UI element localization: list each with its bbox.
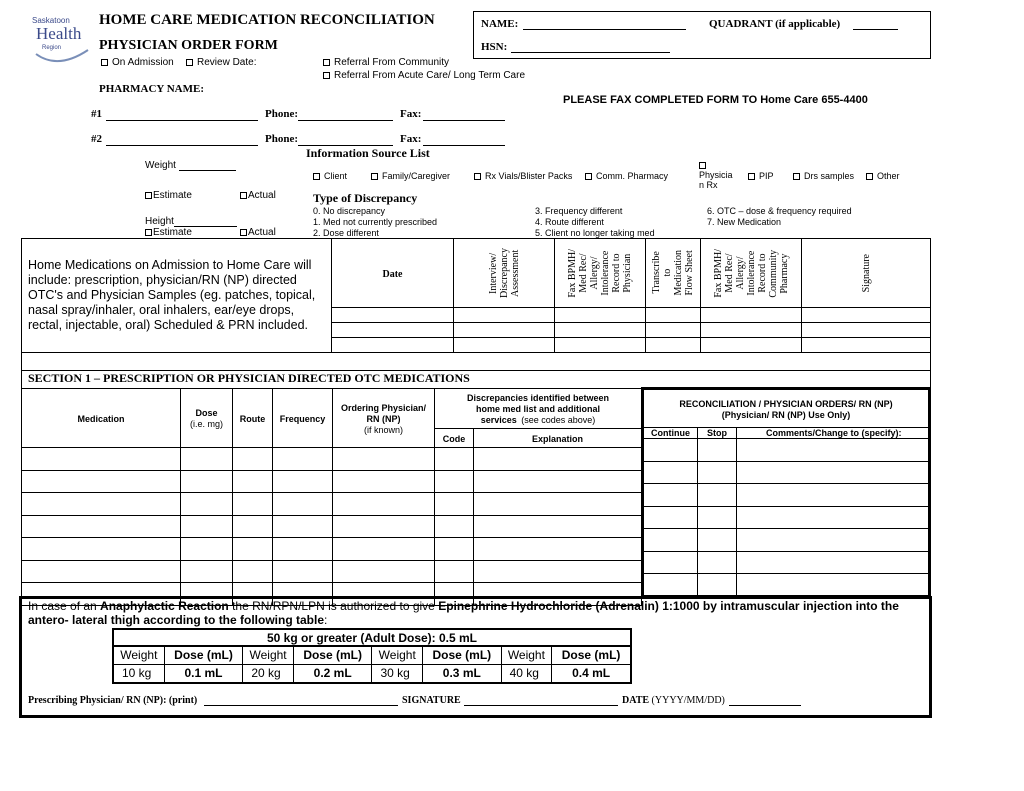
- info-source-title: Information Source List: [306, 146, 430, 160]
- anaphylaxis-text-2: Anaphylactic Reaction: [100, 599, 229, 613]
- frequency-header: [273, 389, 333, 448]
- medication-cell[interactable]: [233, 538, 273, 561]
- medication-cell[interactable]: [22, 515, 181, 538]
- transcribe-header: [646, 239, 701, 308]
- pharmacy-1-fax-label: Fax:: [400, 108, 422, 120]
- pharmacy-2-phone-label: Phone:: [265, 133, 298, 145]
- process-cell[interactable]: [332, 338, 454, 353]
- medication-cell[interactable]: [333, 470, 435, 493]
- medication-row: [22, 448, 642, 471]
- comments-header: Comments/Change to (specify):: [766, 428, 902, 438]
- checkbox-icon: [585, 173, 592, 180]
- ordering-sub-label: (if known): [363, 424, 403, 435]
- signature-header: [802, 239, 931, 308]
- checkbox-icon: [145, 192, 152, 199]
- reconciliation-row-line: [644, 528, 928, 529]
- discrepancy-title: Type of Discrepancy: [313, 191, 418, 205]
- hsn-label: HSN:: [481, 41, 508, 53]
- pharmacy-2-fax-field[interactable]: [423, 145, 505, 146]
- info-source-label: Rx Vials/Blister Packs: [485, 171, 573, 181]
- process-table: [21, 238, 931, 371]
- pharmacy-name-label: PHARMACY NAME:: [99, 83, 204, 95]
- dose-value: 0.1 mL: [164, 664, 243, 683]
- info-source-label: Client: [324, 171, 348, 181]
- weight-actual-checkbox[interactable]: [240, 190, 276, 201]
- medication-cell[interactable]: [233, 448, 273, 471]
- weight-header: Weight: [501, 646, 552, 664]
- info-source-label: Drs samples: [804, 171, 855, 181]
- info-source-family[interactable]: [371, 171, 450, 181]
- dose-header: Dose (mL): [164, 646, 243, 664]
- medication-cell[interactable]: [333, 538, 435, 561]
- pharmacy-2-field[interactable]: [106, 145, 258, 146]
- weight-estimate-label: Estimate: [153, 190, 192, 201]
- medication-cell[interactable]: [333, 560, 435, 583]
- process-cell[interactable]: [555, 308, 646, 323]
- ordering-header-label: Ordering Physician/ RN (NP): [340, 402, 427, 424]
- fax-bpmh-physician-label: Fax BPMH/ Med Rec/ Allergy/ Intolerance Record to Physician: [567, 248, 633, 298]
- medication-cell[interactable]: [233, 515, 273, 538]
- pharmacy-2-number: #2: [91, 133, 102, 145]
- weight-label: Weight: [145, 160, 176, 171]
- medication-row: [22, 493, 642, 516]
- dose-header: Dose (mL): [552, 646, 631, 664]
- process-cell[interactable]: [555, 323, 646, 338]
- pharmacy-1-phone-field[interactable]: [298, 120, 393, 121]
- medication-cell[interactable]: [22, 560, 181, 583]
- checkbox-icon: [101, 59, 108, 66]
- anaphylaxis-text-1: In case of an: [28, 599, 101, 613]
- reconciliation-row-line: [644, 483, 928, 484]
- transcribe-header-label: Transcribe to Medication Flow Sheet: [651, 250, 695, 296]
- checkbox-icon: [866, 173, 873, 180]
- medication-cell[interactable]: [435, 515, 474, 538]
- medication-cell[interactable]: [435, 493, 474, 516]
- logo: [28, 14, 94, 66]
- height-estimate-label: Estimate: [153, 227, 192, 238]
- discrepancy-header-label: Discrepancies identified between home med list and additional services: [466, 393, 610, 425]
- medication-cell[interactable]: [22, 470, 181, 493]
- weight-actual-label: Actual: [248, 190, 276, 201]
- adult-dose-label: 50 kg or greater (Adult Dose): 0.5 mL: [266, 630, 478, 645]
- info-source-label: Other: [877, 171, 900, 181]
- medication-cell[interactable]: [273, 515, 333, 538]
- weight-value: 30 kg: [372, 664, 423, 683]
- route-header: [233, 389, 273, 448]
- weight-header: Weight: [372, 646, 423, 664]
- medication-cell[interactable]: [22, 538, 181, 561]
- medication-cell[interactable]: [273, 560, 333, 583]
- stop-divider: [736, 427, 737, 595]
- adult-dose-row: [113, 629, 631, 646]
- medication-cell[interactable]: [273, 538, 333, 561]
- medication-cell[interactable]: [435, 470, 474, 493]
- medication-cell[interactable]: [273, 470, 333, 493]
- ordering-header: [333, 389, 435, 448]
- process-cell[interactable]: [646, 338, 701, 353]
- checkbox-icon: [323, 72, 330, 79]
- date-label: [622, 695, 725, 706]
- interview-header: [454, 239, 555, 308]
- process-cell[interactable]: [646, 308, 701, 323]
- medication-row: [22, 538, 642, 561]
- dose-header: Dose (mL): [293, 646, 372, 664]
- fax-notice: PLEASE FAX COMPLETED FORM TO Home Care 655-4400: [563, 94, 868, 106]
- medication-cell[interactable]: [474, 493, 642, 516]
- medication-cell[interactable]: [474, 448, 642, 471]
- info-source-pip[interactable]: [748, 171, 774, 181]
- process-cell[interactable]: [701, 338, 802, 353]
- referral-acute-checkbox[interactable]: [323, 70, 525, 81]
- medication-header-label: Medication: [77, 414, 125, 424]
- pharmacy-1-field[interactable]: [106, 120, 258, 121]
- form-subtitle: PHYSICIAN ORDER FORM: [99, 38, 278, 53]
- hsn-field[interactable]: [511, 52, 670, 53]
- quadrant-field[interactable]: [853, 29, 898, 30]
- medication-cell[interactable]: [273, 493, 333, 516]
- info-source-comm-pharmacy[interactable]: [585, 171, 668, 181]
- anaphylaxis-text-3: the RN/RPN/LPN is authorized to give: [228, 599, 439, 613]
- reconciliation-subheader-divider: [644, 438, 928, 439]
- checkbox-icon: [240, 229, 247, 236]
- checkbox-icon: [793, 173, 800, 180]
- signature-label: SIGNATURE: [402, 695, 461, 706]
- medication-cell[interactable]: [181, 515, 233, 538]
- reconciliation-row-line: [644, 506, 928, 507]
- date-label-text: DATE: [622, 695, 650, 706]
- checkbox-icon: [371, 173, 378, 180]
- process-cell[interactable]: [454, 308, 555, 323]
- medication-cell[interactable]: [181, 470, 233, 493]
- logo-line3: Region: [42, 45, 62, 51]
- medication-cell[interactable]: [233, 493, 273, 516]
- reconciliation-row-line: [644, 573, 928, 574]
- medication-cell[interactable]: [333, 448, 435, 471]
- anaphylaxis-text-4: Epinephrine Hydrochloride (Adrenalin) 1:1000 by intramuscular injection into the antero- lateral thigh according to the following table: [28, 599, 899, 627]
- dose-value: 0.3 mL: [423, 664, 502, 683]
- process-cell[interactable]: [454, 338, 555, 353]
- logo-line1: Saskatoon: [32, 16, 70, 25]
- process-cell[interactable]: [332, 323, 454, 338]
- weight-header: Weight: [113, 646, 164, 664]
- checkbox-icon: [699, 162, 706, 169]
- dose-header-label: Dose: [195, 408, 218, 418]
- medication-header: [22, 389, 181, 448]
- medication-cell[interactable]: [474, 538, 642, 561]
- frequency-header-label: Frequency: [279, 414, 326, 424]
- medication-cell[interactable]: [474, 470, 642, 493]
- process-cell[interactable]: [701, 308, 802, 323]
- dose-header: [181, 389, 233, 448]
- reconciliation-sub-label: (Physician/ RN (NP) Use Only): [721, 410, 851, 420]
- process-cell[interactable]: [454, 323, 555, 338]
- interview-header-label: Interview/ Discrepancy Assessment: [487, 248, 521, 298]
- date-header: [332, 239, 454, 308]
- checkbox-icon: [323, 59, 330, 66]
- fax-bpmh-physician-header: [555, 239, 646, 308]
- info-source-rx-vials[interactable]: [474, 171, 572, 181]
- form-title: HOME CARE MEDICATION RECONCILIATION: [99, 12, 435, 28]
- height-label: Height: [145, 216, 174, 227]
- pharmacy-2-fax-label: Fax:: [400, 133, 422, 145]
- info-source-other[interactable]: [866, 171, 900, 181]
- info-source-physician-rx[interactable]: [699, 160, 737, 190]
- fax-bpmh-pharmacy-header: [701, 239, 802, 308]
- medication-cell[interactable]: [181, 493, 233, 516]
- discrepancy-code-6: 6. OTC – dose & frequency required: [707, 206, 852, 216]
- info-source-client[interactable]: [313, 171, 347, 181]
- reconciliation-row-line: [644, 551, 928, 552]
- medication-row: [22, 560, 642, 583]
- medication-cell[interactable]: [435, 560, 474, 583]
- medication-cell[interactable]: [474, 515, 642, 538]
- on-admission-checkbox[interactable]: [101, 57, 174, 68]
- medication-cell[interactable]: [181, 560, 233, 583]
- home-meds-description: Home Medications on Admission to Home Care will include: prescription, physician/RN (NP) directed OTC's and Physician Samples (eg. patches, topical, nasal spray/inhaler, oral inhalers, ear/eye drops, rectal, injectable, oral) Scheduled & PRN included.: [28, 258, 316, 332]
- pharmacy-1-fax-field[interactable]: [423, 120, 505, 121]
- fax-bpmh-pharmacy-label: Fax BPMH/ Med Rec/ Allergy/ Intolerance Record to Community Pharmacy: [712, 248, 790, 298]
- process-cell[interactable]: [555, 338, 646, 353]
- home-meds-description-cell: [22, 239, 332, 353]
- height-actual-label: Actual: [248, 227, 276, 238]
- process-cell[interactable]: [802, 323, 931, 338]
- explanation-header: [474, 429, 642, 448]
- medication-cell[interactable]: [181, 448, 233, 471]
- patient-name-field[interactable]: [523, 29, 686, 30]
- checkbox-icon: [240, 192, 247, 199]
- process-cell[interactable]: [802, 308, 931, 323]
- process-cell[interactable]: [802, 338, 931, 353]
- date-field[interactable]: [729, 705, 801, 706]
- explanation-header-label: Explanation: [531, 434, 583, 444]
- dose-value: 0.4 mL: [552, 664, 631, 683]
- referral-community-checkbox[interactable]: [323, 57, 449, 68]
- quadrant-label: QUADRANT (if applicable): [709, 18, 841, 30]
- process-cell[interactable]: [646, 323, 701, 338]
- reconciliation-row-line: [644, 461, 928, 462]
- signature-field[interactable]: [464, 705, 618, 706]
- discrepancy-code-1: 1. Med not currently prescribed: [313, 217, 438, 227]
- pharmacy-1-number: #1: [91, 108, 102, 120]
- discrepancy-code-7: 7. New Medication: [707, 217, 782, 227]
- date-header-label: Date: [382, 269, 403, 280]
- medication-cell[interactable]: [435, 448, 474, 471]
- discrepancy-sub-label: (see codes above): [521, 415, 596, 425]
- dose-sub-label: (i.e. mg): [189, 419, 223, 429]
- stop-header: Stop: [707, 428, 727, 438]
- height-estimate-checkbox[interactable]: [145, 227, 192, 238]
- checkbox-icon: [748, 173, 755, 180]
- route-header-label: Route: [239, 414, 266, 424]
- medication-cell[interactable]: [273, 448, 333, 471]
- checkbox-icon: [313, 173, 320, 180]
- discrepancy-code-0: 0. No discrepancy: [313, 206, 386, 216]
- discrepancy-code-2: 2. Dose different: [313, 228, 379, 238]
- medication-cell[interactable]: [333, 515, 435, 538]
- weight-value: 10 kg: [113, 664, 164, 683]
- weight-value: 20 kg: [243, 664, 294, 683]
- code-header: [435, 429, 474, 448]
- medication-table: [21, 388, 642, 606]
- date-format-text: (YYYY/MM/DD): [651, 695, 725, 706]
- section1-title: SECTION 1 – PRESCRIPTION OR PHYSICIAN DIRECTED OTC MEDICATIONS: [28, 371, 470, 385]
- dose-header: Dose (mL): [423, 646, 502, 664]
- discrepancy-code-5: 5. Client no longer taking med: [535, 228, 655, 238]
- height-actual-checkbox[interactable]: [240, 227, 276, 238]
- discrepancy-code-4: 4. Route different: [535, 217, 604, 227]
- medication-row: [22, 470, 642, 493]
- info-source-drs-samples[interactable]: [793, 171, 854, 181]
- on-admission-label: On Admission: [112, 57, 174, 68]
- info-source-label: Family/Caregiver: [382, 171, 451, 181]
- review-date-checkbox[interactable]: [186, 57, 256, 68]
- pharmacy-1-phone-label: Phone:: [265, 108, 298, 120]
- medication-cell[interactable]: [181, 538, 233, 561]
- checkbox-icon: [474, 173, 481, 180]
- logo-line2: Health: [36, 24, 82, 43]
- referral-acute-label: Referral From Acute Care/ Long Term Care: [334, 70, 526, 81]
- signature-header-label: Signature: [860, 253, 872, 293]
- info-source-label: Comm. Pharmacy: [596, 171, 669, 181]
- anaphylaxis-instruction: [28, 599, 918, 627]
- anaphylaxis-text-5: :: [324, 613, 328, 627]
- prescriber-field[interactable]: [204, 705, 398, 706]
- checkbox-icon: [145, 229, 152, 236]
- continue-header: Continue: [651, 428, 690, 438]
- info-source-label: Physicia n Rx: [699, 170, 733, 190]
- patient-name-label: NAME:: [481, 18, 519, 30]
- dose-value: 0.2 mL: [293, 664, 372, 683]
- info-source-label: PIP: [759, 171, 774, 181]
- process-cell[interactable]: [332, 308, 454, 323]
- process-cell[interactable]: [701, 323, 802, 338]
- referral-community-label: Referral From Community: [334, 57, 450, 68]
- review-date-label: Review Date:: [197, 57, 257, 68]
- medication-cell[interactable]: [22, 448, 181, 471]
- process-spacer-row: [22, 353, 931, 371]
- medication-cell[interactable]: [474, 560, 642, 583]
- discrepancy-code-3: 3. Frequency different: [535, 206, 623, 216]
- checkbox-icon: [186, 59, 193, 66]
- medication-cell[interactable]: [22, 493, 181, 516]
- weight-value: 40 kg: [501, 664, 552, 683]
- weight-estimate-checkbox[interactable]: [145, 190, 192, 201]
- reconciliation-header: [645, 399, 927, 421]
- medication-row: [22, 515, 642, 538]
- weight-header: Weight: [243, 646, 294, 664]
- continue-divider: [697, 427, 698, 595]
- weight-field[interactable]: [179, 170, 236, 171]
- epinephrine-dose-table: [112, 628, 632, 684]
- medication-cell[interactable]: [233, 470, 273, 493]
- code-header-label: Code: [442, 434, 466, 444]
- discrepancy-header: [435, 389, 642, 429]
- medication-cell[interactable]: [435, 538, 474, 561]
- medication-cell[interactable]: [333, 493, 435, 516]
- medication-cell[interactable]: [233, 560, 273, 583]
- reconciliation-header-label: RECONCILIATION / PHYSICIAN ORDERS/ RN (NP): [679, 399, 893, 409]
- prescriber-label: Prescribing Physician/ RN (NP): (print): [28, 695, 198, 706]
